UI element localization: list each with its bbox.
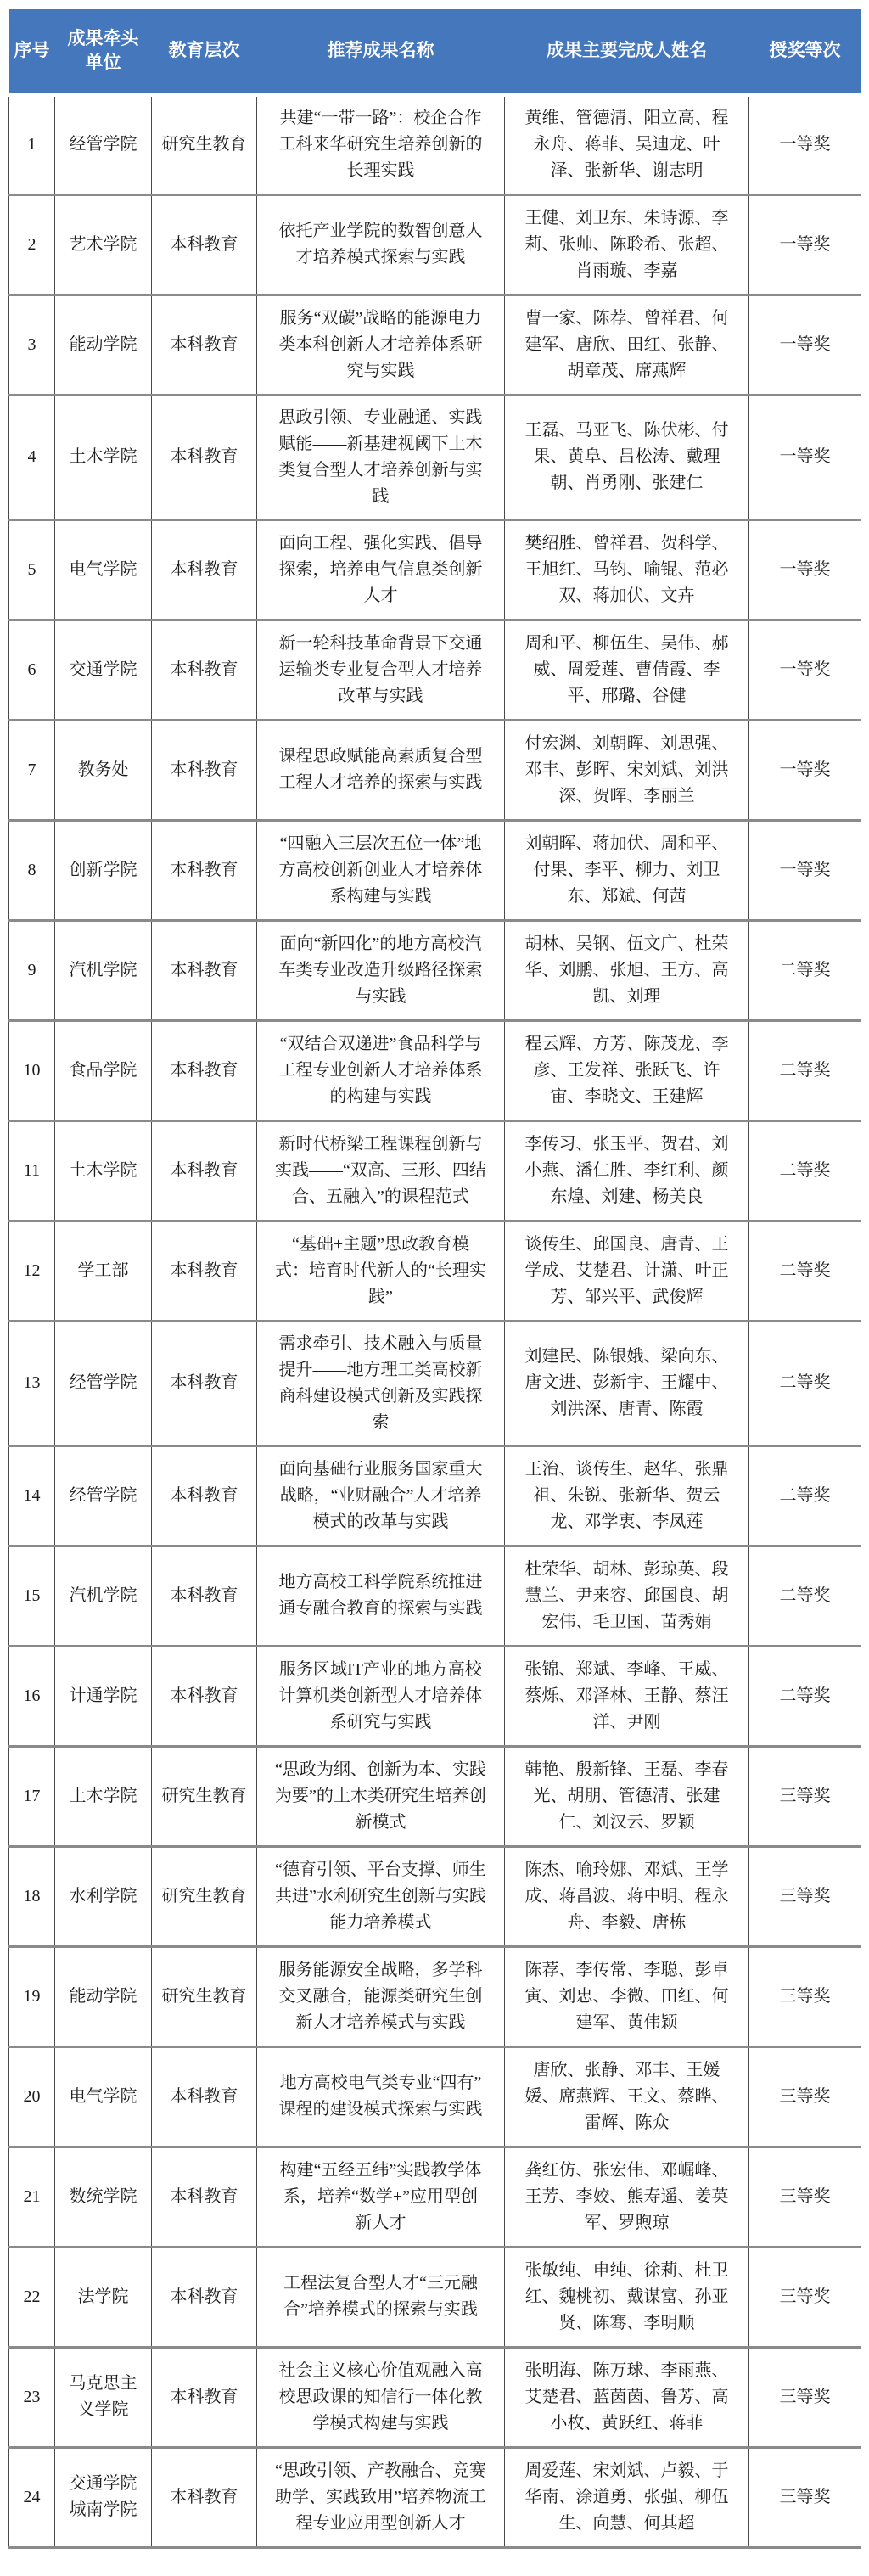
cell-leading-unit: 经管学院 — [55, 94, 152, 194]
cell-contributor-names: 刘朝晖、蒋加伏、周和平、付果、李平、柳力、刘卫东、郑斌、何茜 — [505, 820, 749, 920]
cell-leading-unit: 交通学院 — [55, 620, 152, 720]
cell-achievement-title: 面向工程、强化实践、倡导探索，培养电气信息类创新人才 — [257, 519, 505, 620]
table-row — [9, 519, 861, 620]
cell-leading-unit: 水利学院 — [55, 1846, 152, 1946]
cell-award-level: 一等奖 — [749, 519, 861, 620]
cell-award-level: 三等奖 — [749, 2147, 861, 2247]
cell-award-level: 一等奖 — [749, 194, 861, 295]
cell-achievement-title: 构建“五经五纬”实践教学体系，培养“数学+”应用型创新人才 — [257, 2147, 505, 2247]
cell-contributor-names: 张锦、郑斌、李峰、王威、蔡烁、邓泽林、王静、蔡汪洋、尹刚 — [505, 1646, 749, 1746]
cell-achievement-title: 面向“新四化”的地方高校汽车类专业改造升级路径探索与实践 — [257, 920, 505, 1020]
table-row — [9, 2147, 861, 2247]
cell-contributor-names: 黄维、管德清、阳立高、程永舟、蒋菲、吴迪龙、叶泽、张新华、谢志明 — [505, 94, 749, 194]
table-row — [9, 720, 861, 820]
table-row — [9, 94, 861, 194]
cell-contributor-names: 张敏纯、申纯、徐莉、杜卫红、魏桃初、戴谋富、孙亚贤、陈骞、李明顺 — [505, 2247, 749, 2347]
cell-award-level: 三等奖 — [749, 2247, 861, 2347]
cell-award-level: 二等奖 — [749, 920, 861, 1020]
cell-award-level: 二等奖 — [749, 1445, 861, 1546]
table-row — [9, 2447, 861, 2547]
cell-award-level: 一等奖 — [749, 395, 861, 519]
cell-contributor-names: 曹一家、陈荐、曾祥君、何建军、唐欣、田红、张静、胡章茂、席燕辉 — [505, 295, 749, 395]
cell-education-level: 本科教育 — [152, 194, 257, 295]
cell-education-level: 本科教育 — [152, 1221, 257, 1321]
cell-education-level: 本科教育 — [152, 1321, 257, 1445]
cell-leading-unit: 数统学院 — [55, 2147, 152, 2247]
cell-achievement-title: 思政引领、专业融通、实践赋能——新基建视阈下土木类复合型人才培养创新与实践 — [257, 395, 505, 519]
cell-leading-unit: 经管学院 — [55, 1445, 152, 1546]
cell-leading-unit: 计通学院 — [55, 1646, 152, 1746]
cell-row-number: 15 — [9, 1546, 55, 1646]
cell-education-level: 本科教育 — [152, 2447, 257, 2547]
cell-leading-unit: 教务处 — [55, 720, 152, 820]
cell-contributor-names: 周爱莲、宋刘斌、卢毅、于华南、涂道勇、张强、柳伍生、向慧、何其超 — [505, 2447, 749, 2547]
cell-row-number: 6 — [9, 620, 55, 720]
cell-award-level: 二等奖 — [749, 1546, 861, 1646]
cell-education-level: 本科教育 — [152, 519, 257, 620]
table-row — [9, 1546, 861, 1646]
cell-education-level: 本科教育 — [152, 1646, 257, 1746]
table-row — [9, 2347, 861, 2447]
cell-row-number: 18 — [9, 1846, 55, 1946]
cell-leading-unit: 汽机学院 — [55, 1546, 152, 1646]
cell-education-level: 本科教育 — [152, 395, 257, 519]
cell-leading-unit: 土木学院 — [55, 1120, 152, 1221]
cell-achievement-title: 新一轮科技革命背景下交通运输类专业复合型人才培养改革与实践 — [257, 620, 505, 720]
cell-contributor-names: 刘建民、陈银娥、梁向东、唐文进、彭新宇、王耀中、刘洪深、唐青、陈霞 — [505, 1321, 749, 1445]
cell-contributor-names: 王健、刘卫东、朱诗源、李莉、张帅、陈聆希、张超、肖雨璇、李嘉 — [505, 194, 749, 295]
cell-contributor-names: 胡林、吴钢、伍文广、杜荣华、刘鹏、张旭、王方、高凯、刘理 — [505, 920, 749, 1020]
table-row — [9, 620, 861, 720]
cell-leading-unit: 艺术学院 — [55, 194, 152, 295]
column-header-index: 序号 — [9, 9, 55, 94]
cell-leading-unit: 土木学院 — [55, 1746, 152, 1846]
cell-row-number: 13 — [9, 1321, 55, 1445]
cell-row-number: 2 — [9, 194, 55, 295]
cell-contributor-names: 张明海、陈万球、李雨燕、艾楚君、蓝茵茵、鲁芳、高小枚、黄跃红、蒋菲 — [505, 2347, 749, 2447]
cell-education-level: 研究生教育 — [152, 1746, 257, 1846]
cell-row-number: 20 — [9, 2046, 55, 2147]
cell-achievement-title: “基础+主题”思政教育模式：培育时代新人的“长理实践” — [257, 1221, 505, 1321]
cell-education-level: 本科教育 — [152, 820, 257, 920]
cell-row-number: 5 — [9, 519, 55, 620]
table-row — [9, 1746, 861, 1846]
table-row — [9, 1221, 861, 1321]
cell-education-level: 本科教育 — [152, 620, 257, 720]
cell-achievement-title: 工程法复合型人才“三元融合”培养模式的探索与实践 — [257, 2247, 505, 2347]
cell-row-number: 3 — [9, 295, 55, 395]
cell-leading-unit: 交通学院城南学院 — [55, 2447, 152, 2547]
cell-row-number: 10 — [9, 1020, 55, 1120]
cell-row-number: 8 — [9, 820, 55, 920]
column-header-title: 推荐成果名称 — [257, 9, 505, 94]
cell-education-level: 本科教育 — [152, 2247, 257, 2347]
cell-achievement-title: “思政为纲、创新为本、实践为要”的土木类研究生培养创新模式 — [257, 1746, 505, 1846]
cell-achievement-title: 新时代桥梁工程课程创新与实践——“双高、三形、四结合、五融入”的课程范式 — [257, 1120, 505, 1221]
table-row — [9, 395, 861, 519]
cell-achievement-title: 需求牵引、技术融入与质量提升——地方理工类高校新商科建设模式创新及实践探索 — [257, 1321, 505, 1445]
cell-achievement-title: “双结合双递进”食品科学与工程专业创新人才培养体系的构建与实践 — [257, 1020, 505, 1120]
cell-contributor-names: 韩艳、殷新锋、王磊、李春光、胡朋、管德清、张建仁、刘汉云、罗颖 — [505, 1746, 749, 1846]
cell-education-level: 本科教育 — [152, 920, 257, 1020]
cell-award-level: 二等奖 — [749, 1321, 861, 1445]
cell-achievement-title: 共建“一带一路”：校企合作工科来华研究生培养创新的长理实践 — [257, 94, 505, 194]
cell-achievement-title: “四融入三层次五位一体”地方高校创新创业人才培养体系构建与实践 — [257, 820, 505, 920]
cell-row-number: 4 — [9, 395, 55, 519]
cell-contributor-names: 王磊、马亚飞、陈伏彬、付果、黄阜、吕松涛、戴理朝、肖勇刚、张建仁 — [505, 395, 749, 519]
cell-education-level: 本科教育 — [152, 295, 257, 395]
cell-row-number: 24 — [9, 2447, 55, 2547]
cell-award-level: 三等奖 — [749, 1846, 861, 1946]
cell-leading-unit: 马克思主义学院 — [55, 2347, 152, 2447]
cell-row-number: 22 — [9, 2247, 55, 2347]
cell-award-level: 二等奖 — [749, 1020, 861, 1120]
cell-education-level: 本科教育 — [152, 1546, 257, 1646]
cell-contributor-names: 樊绍胜、曾祥君、贺科学、王旭红、马钧、喻锟、范必双、蒋加伏、文卉 — [505, 519, 749, 620]
cell-contributor-names: 李传习、张玉平、贺君、刘小燕、潘仁胜、李红利、颜东煌、刘建、杨美良 — [505, 1120, 749, 1221]
cell-row-number: 12 — [9, 1221, 55, 1321]
cell-leading-unit: 创新学院 — [55, 820, 152, 920]
cell-leading-unit: 能动学院 — [55, 1946, 152, 2046]
cell-row-number: 23 — [9, 2347, 55, 2447]
column-header-award: 授奖等次 — [749, 9, 861, 94]
cell-leading-unit: 汽机学院 — [55, 920, 152, 1020]
cell-contributor-names: 龚红仿、张宏伟、邓崛峰、王芳、李姣、熊寿遥、姜英军、罗煦琼 — [505, 2147, 749, 2247]
table-row — [9, 2046, 861, 2147]
cell-contributor-names: 陈荐、李传常、李聪、彭卓寅、刘忠、李微、田红、何建军、黄伟颖 — [505, 1946, 749, 2046]
header-row — [9, 9, 861, 94]
table-row — [9, 194, 861, 295]
cell-award-level: 三等奖 — [749, 2447, 861, 2547]
cell-row-number: 19 — [9, 1946, 55, 2046]
cell-contributor-names: 周和平、柳伍生、吴伟、郝威、周爱莲、曹倩霞、李平、邢璐、谷健 — [505, 620, 749, 720]
cell-row-number: 14 — [9, 1445, 55, 1546]
cell-leading-unit: 电气学院 — [55, 519, 152, 620]
table-row — [9, 1445, 861, 1546]
cell-achievement-title: “思政引领、产教融合、竞赛助学、实践致用”培养物流工程专业应用型创新人才 — [257, 2447, 505, 2547]
cell-contributor-names: 谈传生、邱国良、唐青、王学成、艾楚君、计潇、叶正芳、邹兴平、武俊辉 — [505, 1221, 749, 1321]
cell-achievement-title: 服务“双碳”战略的能源电力类本科创新人才培养体系研究与实践 — [257, 295, 505, 395]
cell-row-number: 16 — [9, 1646, 55, 1746]
cell-row-number: 17 — [9, 1746, 55, 1846]
cell-contributor-names: 陈杰、喻玲娜、邓斌、王学成、蒋昌波、蒋中明、程永舟、李毅、唐栋 — [505, 1846, 749, 1946]
cell-award-level: 二等奖 — [749, 1221, 861, 1321]
cell-leading-unit: 食品学院 — [55, 1020, 152, 1120]
table-row — [9, 2247, 861, 2347]
cell-achievement-title: “德育引领、平台支撑、师生共进”水利研究生创新与实践能力培养模式 — [257, 1846, 505, 1946]
cell-row-number: 1 — [9, 94, 55, 194]
cell-award-level: 一等奖 — [749, 295, 861, 395]
cell-row-number: 21 — [9, 2147, 55, 2247]
table-header — [9, 9, 861, 94]
cell-education-level: 本科教育 — [152, 1445, 257, 1546]
table-row — [9, 1321, 861, 1445]
cell-achievement-title: 服务区域IT产业的地方高校计算机类创新型人才培养体系研究与实践 — [257, 1646, 505, 1746]
cell-row-number: 11 — [9, 1120, 55, 1221]
cell-award-level: 一等奖 — [749, 94, 861, 194]
cell-contributor-names: 王治、谈传生、赵华、张鼎祖、朱锐、张新华、贺云龙、邓学衷、李凤莲 — [505, 1445, 749, 1546]
cell-achievement-title: 服务能源安全战略，多学科交叉融合，能源类研究生创新人才培养模式与实践 — [257, 1946, 505, 2046]
cell-achievement-title: 面向基础行业服务国家重大战略，“业财融合”人才培养模式的改革与实践 — [257, 1445, 505, 1546]
cell-leading-unit: 法学院 — [55, 2247, 152, 2347]
cell-education-level: 研究生教育 — [152, 1946, 257, 2046]
cell-row-number: 7 — [9, 720, 55, 820]
cell-leading-unit: 能动学院 — [55, 295, 152, 395]
table-row — [9, 1020, 861, 1120]
cell-contributor-names: 杜荣华、胡林、彭琼英、段慧兰、尹来容、邱国良、胡宏伟、毛卫国、苗秀娟 — [505, 1546, 749, 1646]
cell-contributor-names: 付宏渊、刘朝晖、刘思强、邓丰、彭晖、宋刘斌、刘洪深、贺晖、李丽兰 — [505, 720, 749, 820]
cell-achievement-title: 地方高校电气类专业“四有”课程的建设模式探索与实践 — [257, 2046, 505, 2147]
table-row — [9, 1946, 861, 2046]
cell-education-level: 本科教育 — [152, 1020, 257, 1120]
cell-education-level: 本科教育 — [152, 1120, 257, 1221]
cell-leading-unit: 土木学院 — [55, 395, 152, 519]
column-header-unit: 成果牵头单位 — [55, 9, 152, 94]
cell-achievement-title: 社会主义核心价值观融入高校思政课的知信行一体化教学模式构建与实践 — [257, 2347, 505, 2447]
cell-leading-unit: 经管学院 — [55, 1321, 152, 1445]
cell-achievement-title: 地方高校工科学院系统推进通专融合教育的探索与实践 — [257, 1546, 505, 1646]
awards-table — [8, 9, 861, 2549]
cell-row-number: 9 — [9, 920, 55, 1020]
cell-education-level: 本科教育 — [152, 2347, 257, 2447]
table-row — [9, 1120, 861, 1221]
cell-achievement-title: 依托产业学院的数智创意人才培养模式探索与实践 — [257, 194, 505, 295]
cell-award-level: 三等奖 — [749, 2046, 861, 2147]
cell-leading-unit: 学工部 — [55, 1221, 152, 1321]
cell-award-level: 二等奖 — [749, 1120, 861, 1221]
cell-education-level: 本科教育 — [152, 2046, 257, 2147]
cell-education-level: 研究生教育 — [152, 1846, 257, 1946]
table-row — [9, 295, 861, 395]
cell-award-level: 一等奖 — [749, 720, 861, 820]
cell-leading-unit: 电气学院 — [55, 2046, 152, 2147]
cell-award-level: 一等奖 — [749, 620, 861, 720]
cell-award-level: 三等奖 — [749, 1746, 861, 1846]
cell-achievement-title: 课程思政赋能高素质复合型工程人才培养的探索与实践 — [257, 720, 505, 820]
cell-award-level: 一等奖 — [749, 820, 861, 920]
cell-award-level: 二等奖 — [749, 1646, 861, 1746]
column-header-level: 教育层次 — [152, 9, 257, 94]
cell-award-level: 三等奖 — [749, 2347, 861, 2447]
cell-award-level: 三等奖 — [749, 1946, 861, 2046]
cell-contributor-names: 程云辉、方芳、陈茂龙、李彦、王发祥、张跃飞、许宙、李晓文、王建辉 — [505, 1020, 749, 1120]
cell-education-level: 本科教育 — [152, 720, 257, 820]
table-row — [9, 820, 861, 920]
cell-contributor-names: 唐欣、张静、邓丰、王媛媛、席燕辉、王文、蔡晔、雷辉、陈众 — [505, 2046, 749, 2147]
cell-education-level: 研究生教育 — [152, 94, 257, 194]
table-body — [9, 94, 861, 2547]
column-header-names: 成果主要完成人姓名 — [505, 9, 749, 94]
table-row — [9, 1646, 861, 1746]
table-row — [9, 920, 861, 1020]
cell-education-level: 本科教育 — [152, 2147, 257, 2247]
table-row — [9, 1846, 861, 1946]
